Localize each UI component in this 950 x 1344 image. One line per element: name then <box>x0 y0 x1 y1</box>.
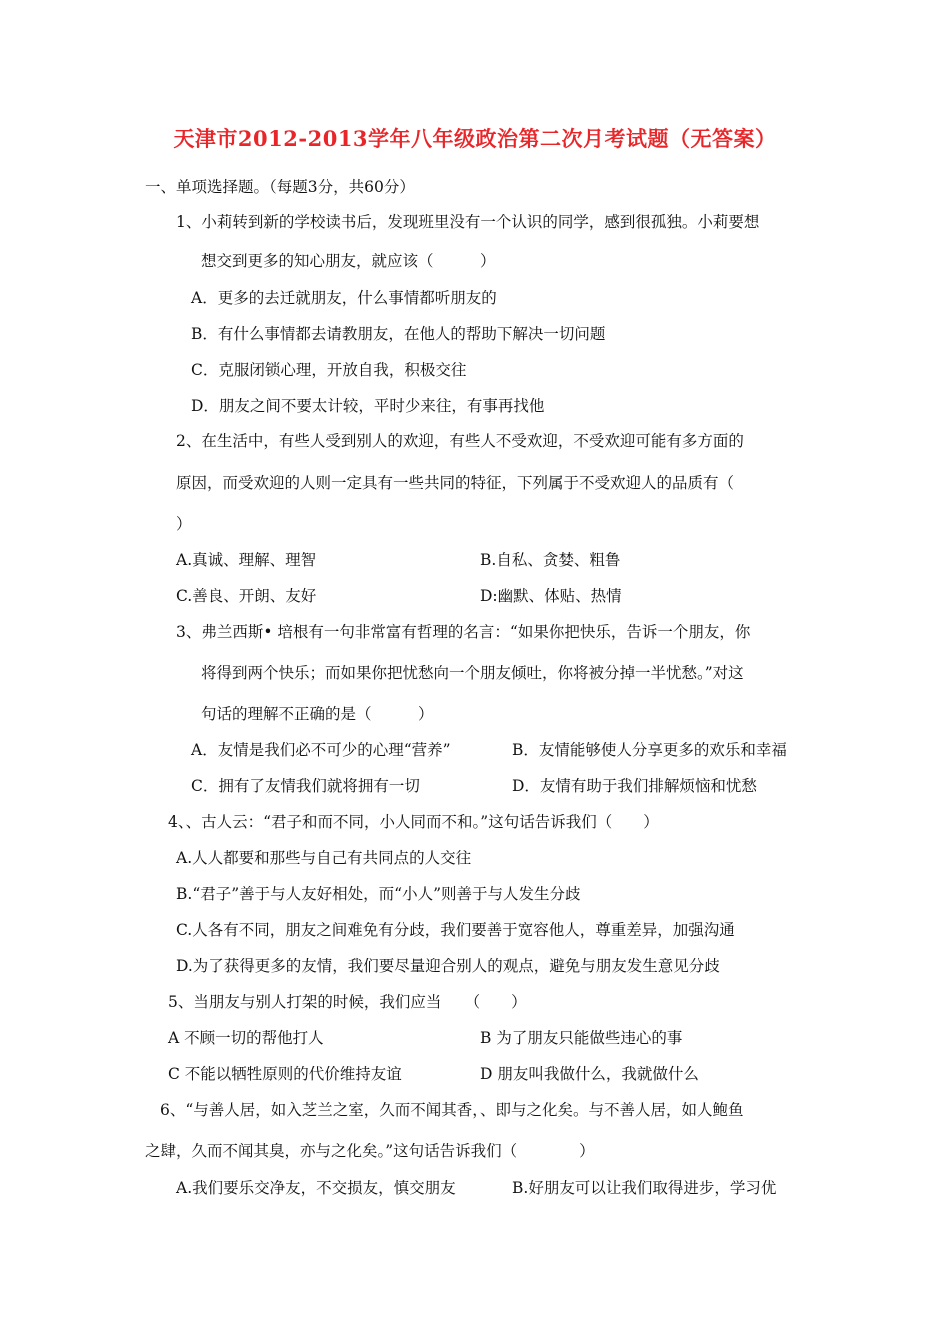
question-4-option-b: B.“君子”善于与人友好相处，而“小人”则善于与人发生分歧 <box>176 885 581 903</box>
question-6-option-b: B.好朋友可以让我们取得进步，学习优 <box>512 1179 777 1197</box>
question-1-stem: 1、小莉转到新的学校读书后，发现班里没有一个认识的同学，感到很孤独。小莉要想 <box>176 213 760 231</box>
question-6-stem: 6、“与善人居，如入芝兰之室，久而不闻其香，、即与之化矣。与不善人居，如人鲍鱼 <box>160 1101 744 1119</box>
question-1-option-a: A．更多的去迁就朋友，什么事情都听朋友的 <box>191 289 497 307</box>
question-1-option-d: D．朋友之间不要太计较，平时少来往，有事再找他 <box>191 397 545 415</box>
question-2-option-a: A.真诚、理解、理智 <box>176 551 317 569</box>
question-5-option-a: A 不顾一切的帮他打人 <box>168 1029 324 1047</box>
question-3-option-c: C．拥有了友情我们就将拥有一切 <box>191 777 420 795</box>
question-1-option-b: B．有什么事情都去请教朋友，在他人的帮助下解决一切问题 <box>191 325 606 343</box>
question-2-stem: 2、在生活中，有些人受到别人的欢迎，有些人不受欢迎，不受欢迎可能有多方面的 <box>176 432 744 450</box>
section-heading: 一、单项选择题。（每题3分，共60分） <box>145 178 415 196</box>
question-6-stem-cont: 之肆，久而不闻其臭，亦与之化矣。”这句话告诉我们（ ） <box>145 1142 595 1160</box>
question-5-option-c: C 不能以牺牲原则的代价维持友谊 <box>168 1065 402 1083</box>
question-2-option-b: B.自私、贪婪、粗鲁 <box>480 551 621 569</box>
question-3-option-a: A．友情是我们必不可少的心理“营养” <box>191 741 451 759</box>
question-1-option-c: C．克服闭锁心理，开放自我，积极交往 <box>191 361 467 379</box>
question-3-stem-end: 句话的理解不正确的是（ ） <box>201 705 434 723</box>
question-3-stem-cont: 将得到两个快乐；而如果你把忧愁向一个朋友倾吐，你将被分掉一半忧愁。”对这 <box>201 664 744 682</box>
question-1-stem-cont: 想交到更多的知心朋友，就应该（ ） <box>201 252 496 270</box>
question-4-option-d: D.为了获得更多的友情，我们要尽量迎合别人的观点，避免与朋友发生意见分歧 <box>176 957 720 975</box>
question-6-option-a: A.我们要乐交净友，不交损友，慎交朋友 <box>176 1179 456 1197</box>
page-title: 天津市2012-2013学年八年级政治第二次月考试题（无答案） <box>173 126 777 151</box>
question-2-stem-end: ） <box>176 515 192 533</box>
question-3-option-b: B．友情能够使人分享更多的欢乐和幸福 <box>512 741 787 759</box>
question-4-stem: 4、、古人云：“君子和而不同，小人同而不和。”这句话告诉我们（ ） <box>168 813 659 831</box>
question-5-option-b: B 为了朋友只能做些违心的事 <box>480 1029 683 1047</box>
question-3-stem: 3、弗兰西斯• 培根有一句非常富有哲理的名言：“如果你把快乐，告诉一个朋友，你 <box>176 623 751 641</box>
question-5-stem: 5、当朋友与别人打架的时候，我们应当 （ ） <box>168 993 527 1011</box>
question-4-option-a: A.人人都要和那些与自己有共同点的人交往 <box>176 849 472 867</box>
question-5-option-d: D 朋友叫我做什么，我就做什么 <box>480 1065 699 1083</box>
question-4-option-c: C.人各有不同，朋友之间难免有分歧，我们要善于宽容他人，尊重差异，加强沟通 <box>176 921 735 939</box>
question-2-option-c: C.善良、开朗、友好 <box>176 587 317 605</box>
question-3-option-d: D．友情有助于我们排解烦恼和忧愁 <box>512 777 757 795</box>
question-2-stem-cont: 原因，而受欢迎的人则一定具有一些共同的特征，下列属于不受欢迎人的品质有（ <box>176 474 735 492</box>
question-2-option-d: D:幽默、体贴、热情 <box>480 587 622 605</box>
